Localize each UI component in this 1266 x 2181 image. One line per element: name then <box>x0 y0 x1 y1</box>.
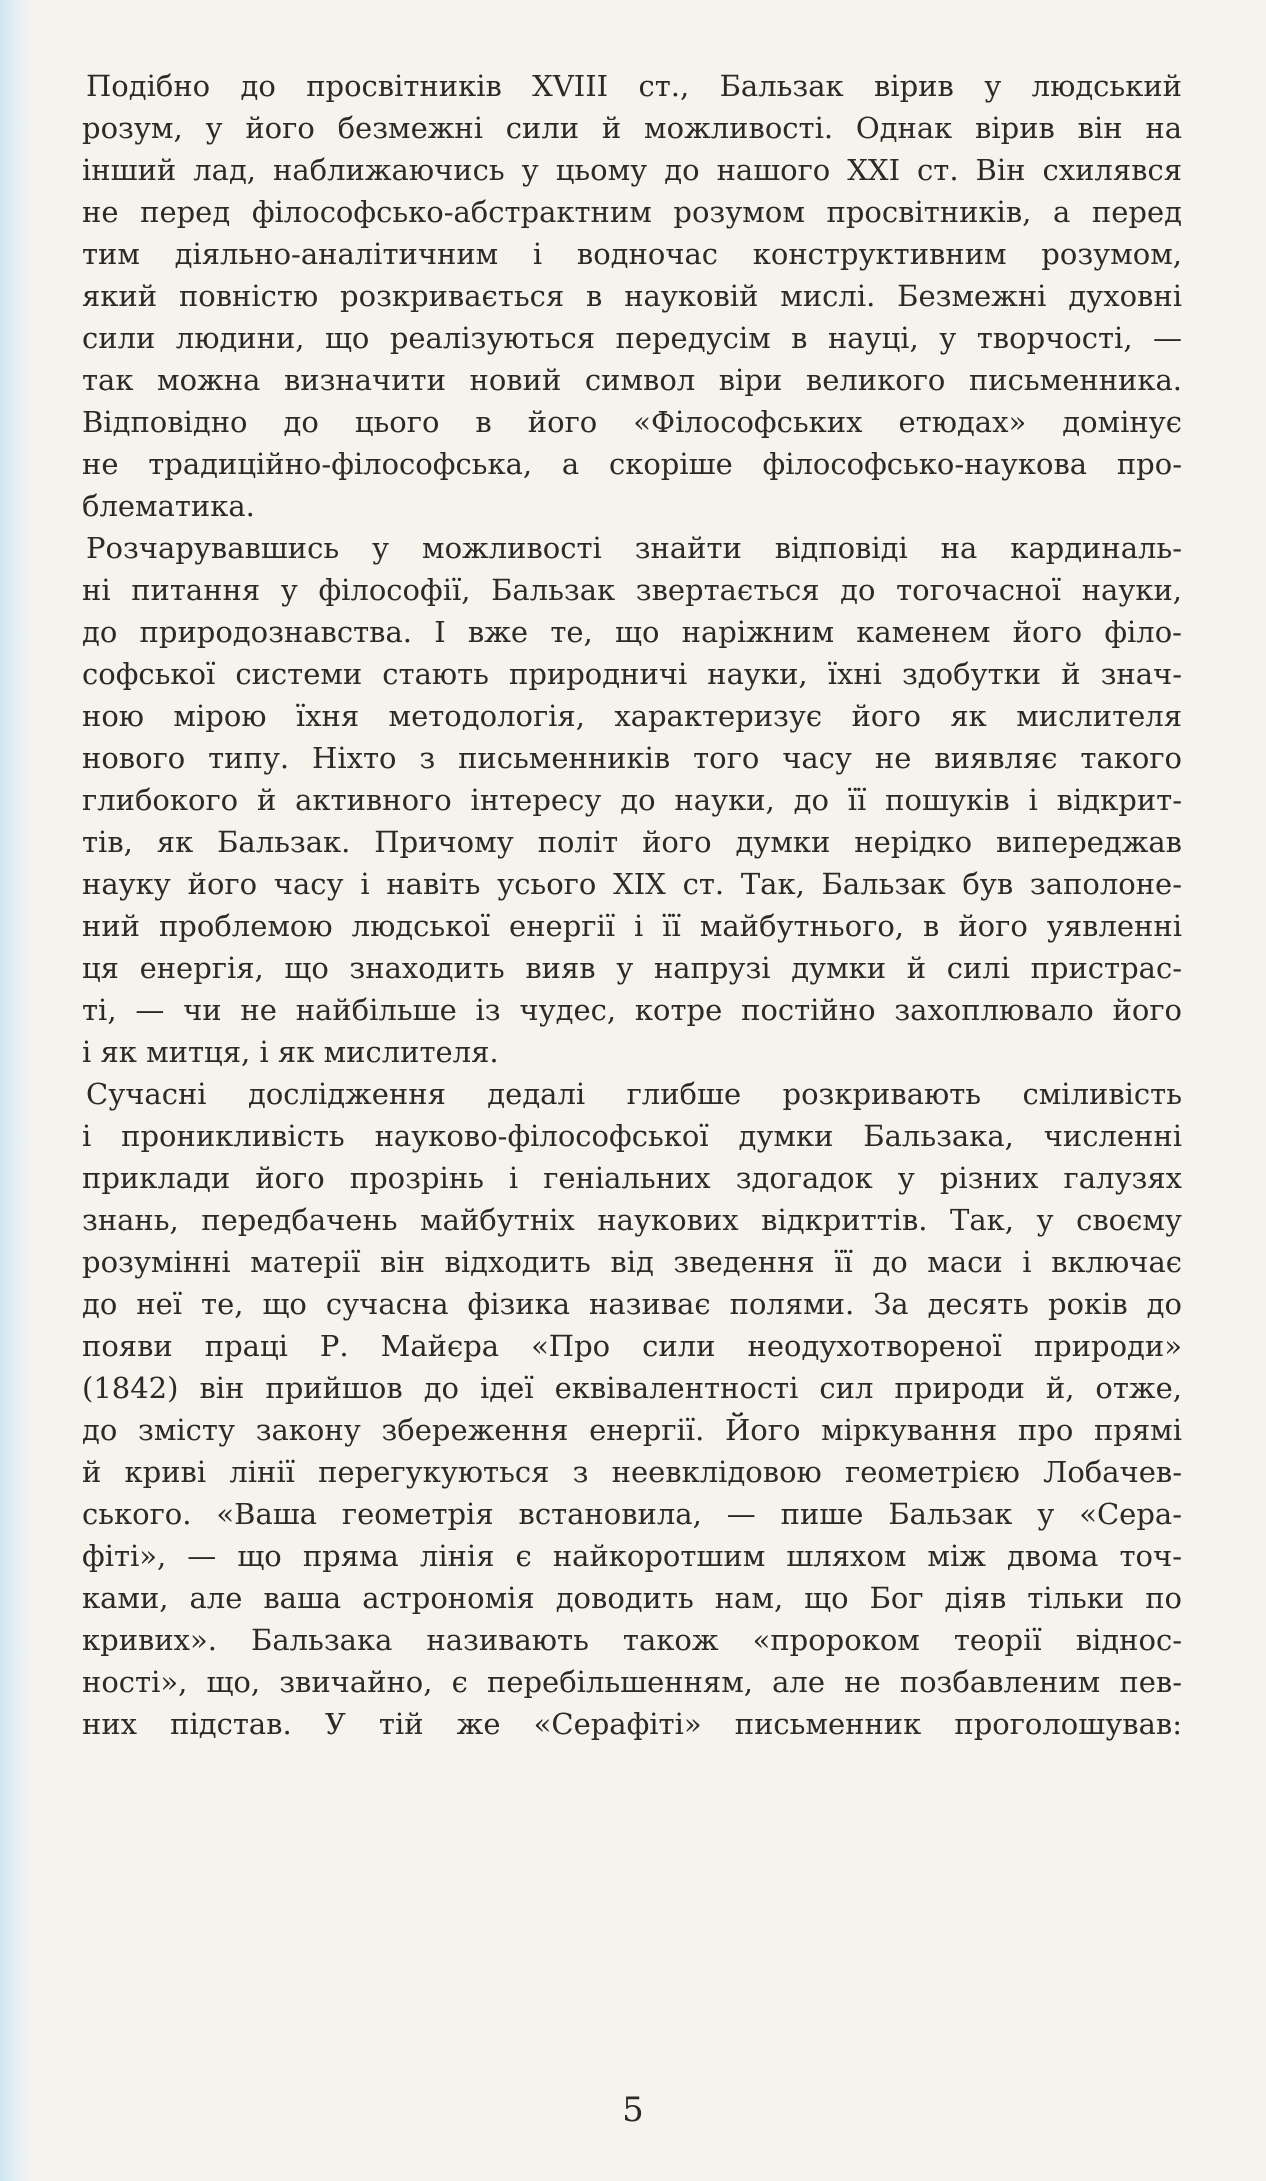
paragraph-2-line-3: до природознавства. І вже те, що наріжним каменем його філо- <box>82 615 1182 649</box>
paragraph-3-line-6: до неї те, що сучасна фізика називає полями. За десять років до <box>82 1287 1182 1321</box>
page-number: 5 <box>622 2090 644 2130</box>
paragraph-3-line-8: (1842) він прийшов до ідеї еквівалентності сил природи й, отже, <box>82 1371 1182 1405</box>
paragraph-3-line-3: приклади його прозрінь і геніальних здогадок у різних галузях <box>82 1161 1182 1195</box>
paragraph-2-line-13: і як митця, і як мислителя. <box>82 1035 499 1069</box>
paragraph-3-line-7: появи праці Р. Майєра «Про сили неодухотвореної природи» <box>82 1329 1182 1363</box>
paragraph-2-line-12: ті, — чи не найбільше із чудес, котре постійно захоплювало його <box>82 993 1182 1027</box>
paragraph-3-line-11: ського. «Ваша геометрія встановила, — пише Бальзак у «Сера- <box>82 1497 1182 1531</box>
paragraph-2-line-7: глибокого й активного інтересу до науки, до її пошуків і відкрит- <box>82 783 1182 817</box>
paragraph-1-line-1: Подібно до просвітників XVIII ст., Бальзак вірив у людський <box>86 69 1182 103</box>
paragraph-2-line-8: тів, як Бальзак. Причому політ його думки нерідко випереджав <box>82 825 1182 859</box>
paragraph-3-line-5: розумінні матерії він відходить від зведення її до маси і включає <box>82 1245 1182 1279</box>
paragraph-3-line-15: ності», що, звичайно, є перебільшенням, але не позбавленим пев- <box>82 1665 1182 1699</box>
paragraph-2-line-4: софської системи стають природничі науки, їхні здобутки й знач- <box>82 657 1182 691</box>
paragraph-2-line-9: науку його часу і навіть усього XIX ст. Так, Бальзак був заполоне- <box>82 867 1182 901</box>
page-edge-shadow <box>0 0 34 2181</box>
paragraph-3-line-13: ками, але ваша астрономія доводить нам, що Бог діяв тільки по <box>82 1581 1182 1615</box>
paragraph-3-line-10: й криві лінії перегукуються з неевклідовою геометрією Лобачев- <box>82 1455 1182 1489</box>
paragraph-1-line-6: який повністю розкривається в науковій мислі. Безмежні духовні <box>82 279 1182 313</box>
body-text <box>82 65 1182 1745</box>
paragraph-3-line-2: і проникливість науково-філософської думки Бальзака, численні <box>82 1119 1182 1153</box>
paragraph-1-line-3: інший лад, наближаючись у цьому до нашого XXI ст. Він схилявся <box>82 153 1182 187</box>
paragraph-3-line-12: фіті», — що пряма лінія є найкоротшим шляхом між двома точ- <box>82 1539 1182 1573</box>
paragraph-2-line-10: ний проблемою людської енергії і її майбутнього, в його уявленні <box>82 909 1182 943</box>
paragraph-2-line-5: ною мірою їхня методологія, характеризує його як мислителя <box>82 699 1182 733</box>
paragraph-1-line-11: блематика. <box>82 489 255 523</box>
paragraph-2-line-1: Розчарувавшись у можливості знайти відповіді на кардиналь- <box>86 531 1182 565</box>
paragraph-1-line-2: розум, у його безмежні сили й можливості. Однак вірив він на <box>82 111 1182 145</box>
paragraph-1-line-5: тим діяльно-аналітичним і водночас конструктивним розумом, <box>82 237 1182 271</box>
paragraph-2-line-6: нового типу. Ніхто з письменників того часу не виявляє такого <box>82 741 1182 775</box>
paragraph-3-line-14: кривих». Бальзака називають також «пророком теорії віднос- <box>82 1623 1182 1657</box>
paragraph-2-line-2: ні питання у філософії, Бальзак звертається до тогочасної науки, <box>82 573 1182 607</box>
paragraph-3-line-4: знань, передбачень майбутніх наукових відкриттів. Так, у своєму <box>82 1203 1182 1237</box>
paragraph-1-line-10: не традиційно-філософська, а скоріше філософсько-наукова про- <box>82 447 1182 481</box>
paragraph-1-line-4: не перед філософсько-абстрактним розумом просвітників, а перед <box>82 195 1182 229</box>
paragraph-2-line-11: ця енергія, що знаходить вияв у напрузі думки й силі пристрас- <box>82 951 1182 985</box>
paragraph-1-line-8: так можна визначити новий символ віри великого письменника. <box>82 363 1182 397</box>
paragraph-3-line-9: до змісту закону збереження енергії. Його міркування про прямі <box>82 1413 1182 1447</box>
paragraph-1-line-9: Відповідно до цього в його «Філософських етюдах» домінує <box>82 405 1182 439</box>
paragraph-3-line-1: Сучасні дослідження дедалі глибше розкривають сміливість <box>86 1077 1182 1111</box>
paragraph-3-line-16: них підстав. У тій же «Серафіті» письменник проголошував: <box>82 1707 1182 1741</box>
paragraph-1-line-7: сили людини, що реалізуються передусім в науці, у творчості, — <box>82 321 1182 355</box>
